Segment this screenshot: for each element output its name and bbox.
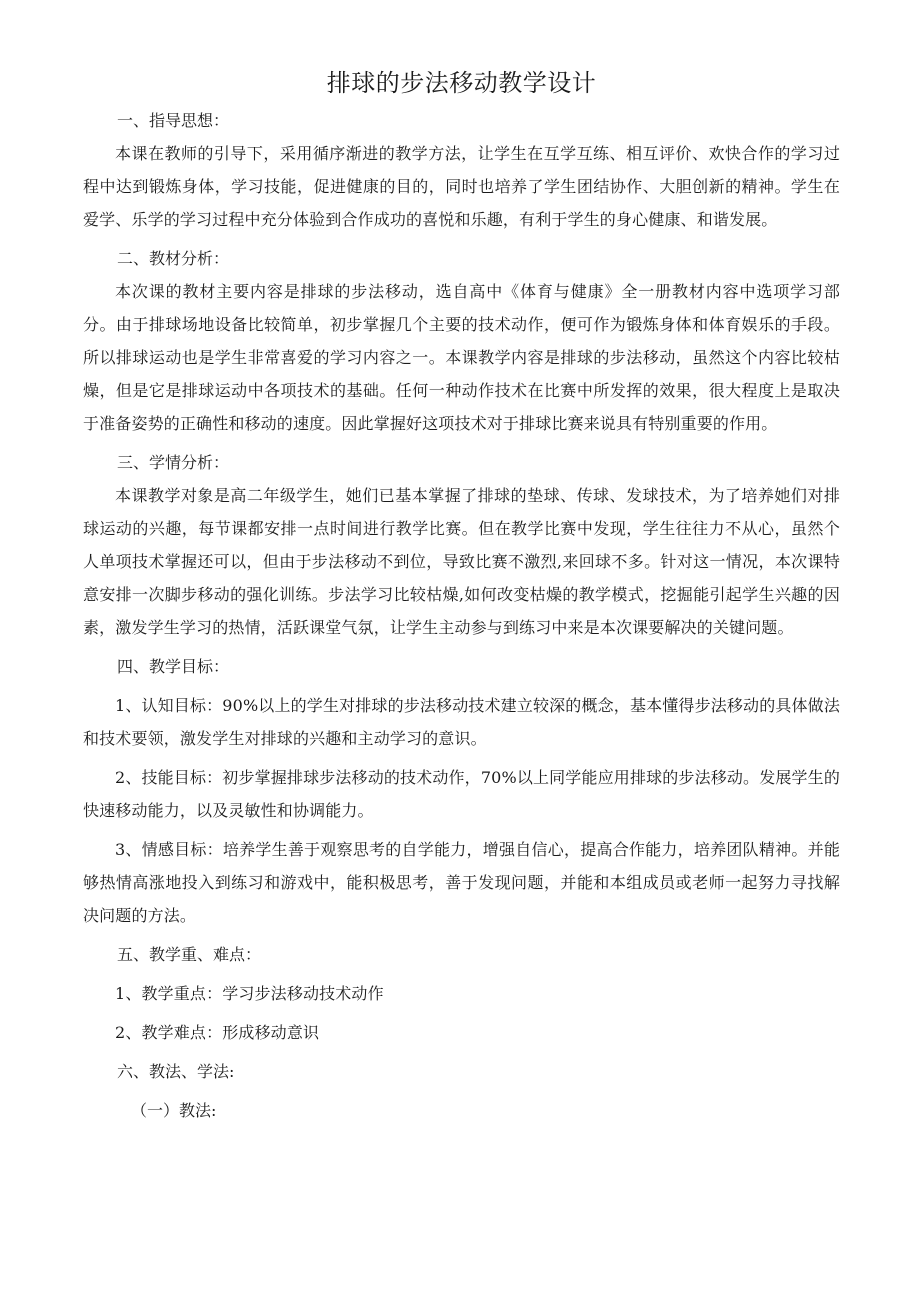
key-point-item-difficulty: 2、教学难点：形成移动意识 <box>115 1023 320 1042</box>
section-paragraph-learner-analysis: 本课教学对象是高二年级学生，她们已基本掌握了排球的垫球、传球、发球技术，为了培养她们对排球运动的兴趣，每节课都安排一点时间进行教学比赛。但在教学比赛中发现，学生往往力不从心，虽然个人单项技术掌握还可以，但由于步法移动不到位，导致比赛不激烈,来回球不多。针对这一情况，本次课特意安排一次脚步移动的强化训练。步法学习比较枯燥,如何改变枯燥的教学模式，挖掘能引起学生兴趣的因素，激发学生学习的热情，活跃课堂气氛，让学生主动参与到练习中来是本次课要解决的关键问题。 <box>83 486 840 637</box>
objective-item-skill: 2、技能目标：初步掌握排球步法移动的技术动作，70%以上同学能应用排球的步法移动。发展学生的快速移动能力，以及灵敏性和协调能力。 <box>83 768 840 820</box>
section-heading-material-analysis: 二、教材分析： <box>117 249 230 268</box>
key-point-item-focus: 1、教学重点：学习步法移动技术动作 <box>115 984 384 1003</box>
section-paragraph-guiding-ideology: 本课在教师的引导下，采用循序渐进的教学方法，让学生在互学互练、相互评价、欢快合作的学习过程中达到锻炼身体，学习技能，促进健康的目的，同时也培养了学生团结协作、大胆创新的精神。学生在爱学、乐学的学习过程中充分体验到合作成功的喜悦和乐趣，有利于学生的身心健康、和谐发展。 <box>83 144 840 229</box>
section-paragraph-material-analysis: 本次课的教材主要内容是排球的步法移动，选自高中《体育与健康》全一册教材内容中选项学习部分。由于排球场地设备比较简单，初步掌握几个主要的技术动作，便可作为锻炼身体和体育娱乐的手段。所以排球运动也是学生非常喜爱的学习内容之一。本课教学内容是排球的步法移动，虽然这个内容比较枯燥，但是它是排球运动中各项技术的基础。任何一种动作技术在比赛中所发挥的效果，很大程度上是取决于准备姿势的正确性和移动的速度。因此掌握好这项技术对于排球比赛来说具有特别重要的作用。 <box>83 282 840 433</box>
section-heading-teaching-objectives: 四、教学目标： <box>117 657 230 676</box>
document-title: 排球的步法移动教学设计 <box>326 69 597 97</box>
section-heading-key-points: 五、教学重、难点： <box>117 945 262 964</box>
section-heading-learner-analysis: 三、学情分析： <box>117 453 230 472</box>
section-heading-methods: 六、教法、学法: <box>117 1062 235 1081</box>
objective-item-affective: 3、情感目标：培养学生善于观察思考的自学能力，增强自信心，提高合作能力，培养团队精神。并能够热情高涨地投入到练习和游戏中，能积极思考，善于发现问题，并能和本组成员或老师一起努力寻找解决问题的方法。 <box>83 840 840 925</box>
section-heading-guiding-ideology: 一、指导思想： <box>117 111 230 130</box>
subsection-heading-teaching-method: （一）教法: <box>131 1101 217 1120</box>
objective-item-cognitive: 1、认知目标：90%以上的学生对排球的步法移动技术建立较深的概念，基本懂得步法移动的具体做法和技术要领，激发学生对排球的兴趣和主动学习的意识。 <box>83 696 840 748</box>
